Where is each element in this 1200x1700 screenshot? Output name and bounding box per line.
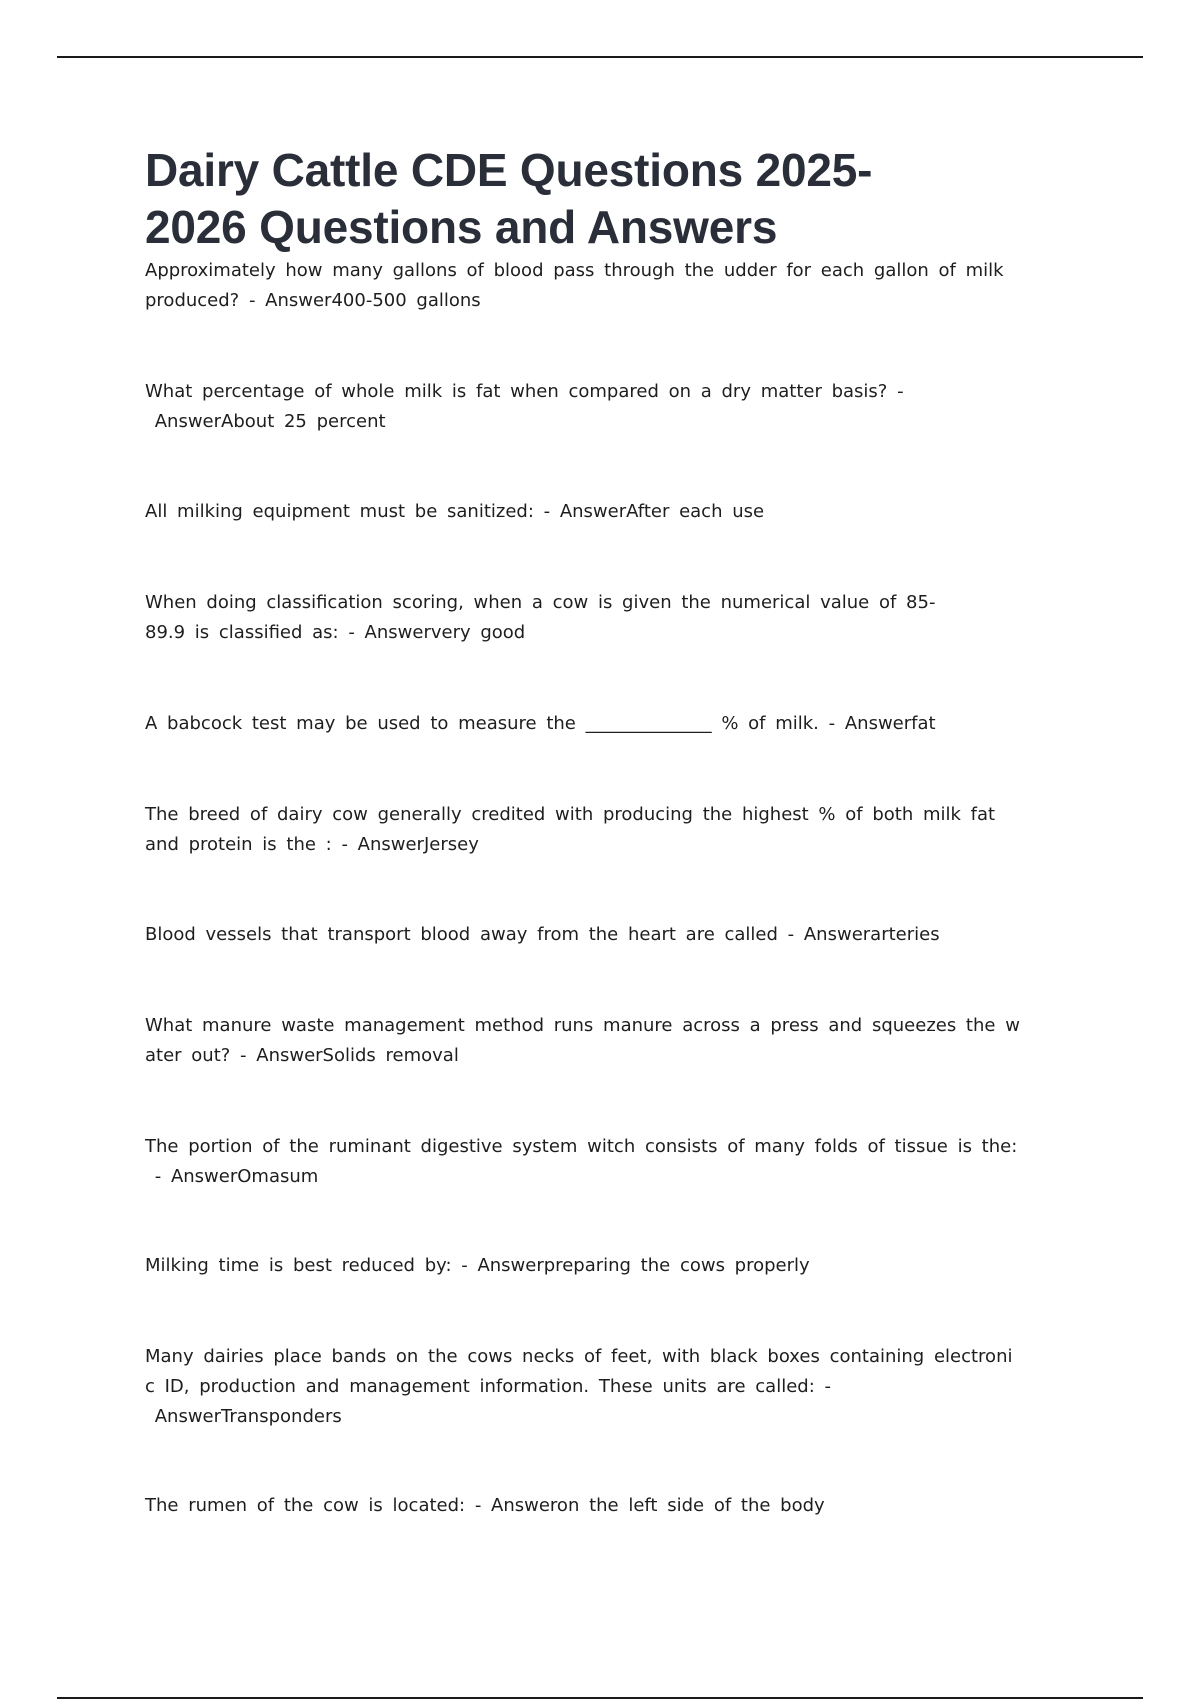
- qa-item-8: What manure waste management method runs manure across a press and squeezes the w ater out? - AnswerSolids removal: [145, 1015, 1020, 1066]
- title-line-2: 2026 Questions and Answers: [145, 201, 778, 253]
- qa-item-10: Milking time is best reduced by: - Answerpreparing the cows properly: [145, 1255, 810, 1276]
- document-title: [145, 142, 1045, 256]
- qa-item-9: The portion of the ruminant digestive system witch consists of many folds of tissue is the: - AnswerOmasum: [145, 1136, 1018, 1187]
- qa-item-11: Many dairies place bands on the cows necks of feet, with black boxes containing electroni c ID, production and management information. These units are called: - AnswerTransponders: [145, 1346, 1013, 1427]
- qa-item-1: Approximately how many gallons of blood pass through the udder for each gallon of milk produced? - Answer400-500 gallons: [145, 260, 1004, 311]
- qa-item-12: The rumen of the cow is located: - Answeron the left side of the body: [145, 1495, 825, 1516]
- qa-item-7: Blood vessels that transport blood away from the heart are called - Answerarteries: [145, 924, 940, 945]
- qa-item-2: What percentage of whole milk is fat when compared on a dry matter basis? - AnswerAbout 25 percent: [145, 381, 904, 432]
- qa-item-6: The breed of dairy cow generally credited with producing the highest % of both milk fat and protein is the : - AnswerJersey: [145, 804, 996, 855]
- bottom-rule: [57, 1697, 1143, 1699]
- qa-item-5: A babcock test may be used to measure the ______________ % of milk. - Answerfat: [145, 713, 936, 734]
- top-rule: [57, 56, 1143, 58]
- qa-item-3: All milking equipment must be sanitized: - AnswerAfter each use: [145, 501, 765, 522]
- qa-item-4: When doing classification scoring, when a cow is given the numerical value of 85- 89.9 is classified as: - Answervery good: [145, 592, 936, 643]
- title-line-1: Dairy Cattle CDE Questions 2025-: [145, 144, 873, 196]
